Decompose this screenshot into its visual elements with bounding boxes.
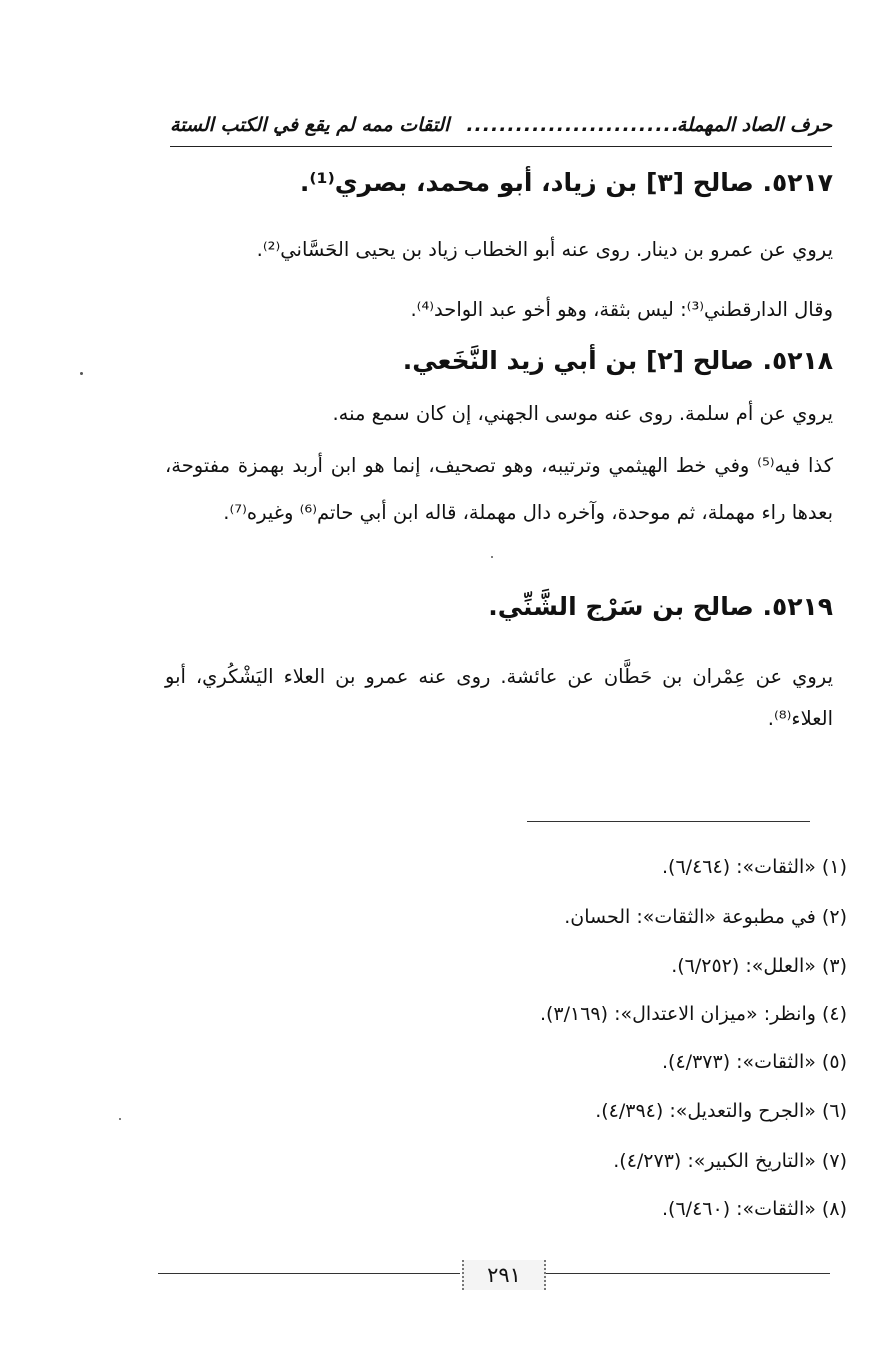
entry-paragraph: يروي عن عِمْران بن حَطَّان عن عائشة. روى عنه عمرو بن العلاء اليَشْكُري، أبو العلاء⁽⁸⁾.	[165, 665, 833, 730]
scan-speck	[119, 1118, 121, 1120]
footnote: (٣) «العلل»: (٦/٢٥٢).	[671, 955, 847, 977]
footnote: (٢) في مطبوعة «الثقات»: الحسان.	[564, 906, 847, 928]
footnote: (٧) «التاريخ الكبير»: (٤/٢٧٣).	[613, 1150, 847, 1172]
footnote-separator	[527, 821, 810, 822]
header-book-section: التقات ممه لم يقع في الكتب الستة	[170, 114, 450, 136]
entry-paragraph: يروي عن عمرو بن دينار. روى عنه أبو الخطاب زياد بن يحيى الحَسَّاني⁽²⁾.	[256, 238, 833, 261]
bottom-rule-left	[158, 1273, 460, 1274]
running-header	[170, 110, 832, 147]
footnote: (٨) «الثقات»: (٦/٤٦٠).	[662, 1198, 847, 1220]
scan-speck	[80, 372, 83, 375]
footnote: (٤) وانظر: «ميزان الاعتدال»: (٣/١٦٩).	[539, 1003, 847, 1025]
header-dots: ..........................	[466, 114, 680, 136]
entry-paragraph: وقال الدارقطني⁽³⁾: ليس بثقة، وهو أخو عبد الواحد⁽⁴⁾.	[410, 298, 833, 321]
bottom-rule-right	[546, 1273, 830, 1274]
entry-paragraph: كذا فيه⁽⁵⁾ وفي خط الهيثمي وترتيبه، وهو تصحيف، إنما هو ابن أربد بهمزة مفتوحة، بعدها راء مهملة، ثم موحدة، وآخره دال مهملة، قاله ابن أبي حاتم⁽⁶⁾ وغيره⁽⁷⁾.	[165, 454, 833, 524]
footnote: (٦) «الجرح والتعديل»: (٤/٣٩٤).	[595, 1100, 847, 1122]
scan-speck	[491, 556, 493, 558]
footnote: (١) «الثقات»: (٦/٤٦٤).	[662, 856, 847, 878]
footnote: (٥) «الثقات»: (٤/٣٧٣).	[662, 1051, 847, 1073]
entry-title: ٥٢١٧. صالح [٣] بن زياد، أبو محمد، بصري⁽¹⁾.	[299, 168, 833, 197]
entry-title: ٥٢١٩. صالح بن سَرْج الشَّنِّي.	[488, 592, 833, 621]
entry-title: ٥٢١٨. صالح [٢] بن أبي زيد النَّخَعي.	[402, 346, 833, 375]
page-number: ٢٩١	[462, 1260, 546, 1290]
entry-paragraph: يروي عن أم سلمة. روى عنه موسى الجهني، إن كان سمع منه.	[332, 402, 833, 425]
header-chapter: حرف الصاد المهملة	[676, 114, 832, 136]
